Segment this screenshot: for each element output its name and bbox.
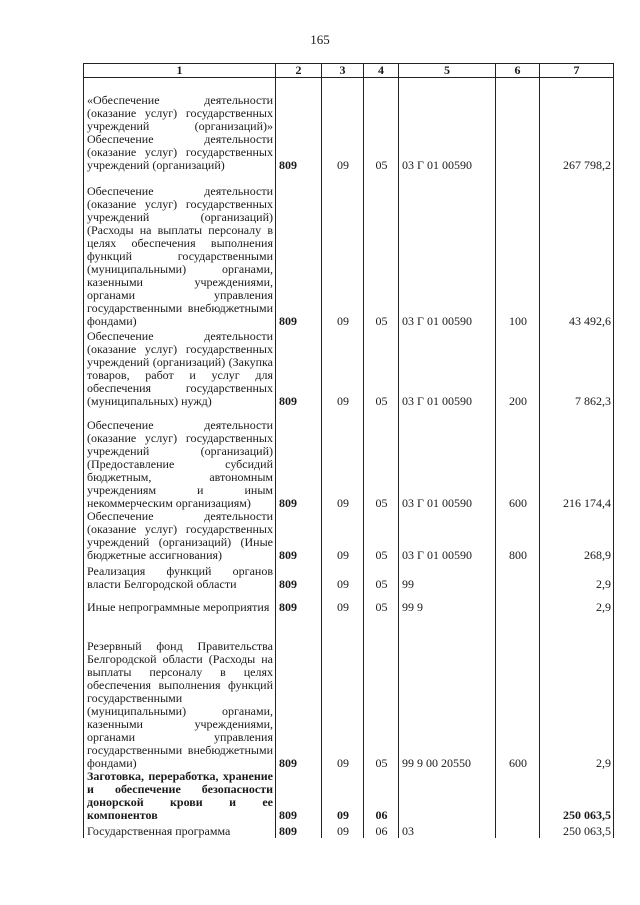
row-name: Иные непрограммные мероприятия [84, 591, 276, 614]
table-row [84, 78, 614, 172]
row-name: Реализация функций органов власти Белгородской области [84, 562, 276, 591]
row-subsection-code: 05 [364, 172, 399, 328]
table-row [84, 770, 614, 822]
table-body [84, 78, 614, 838]
row-amount: 250 063,5 [540, 822, 614, 838]
table-row [84, 408, 614, 510]
table-row [84, 591, 614, 614]
row-target-article: 03 Г 01 00590 [399, 408, 496, 510]
row-section-code: 09 [322, 562, 364, 591]
row-name: Государственная программа [84, 822, 276, 838]
row-amount: 2,9 [540, 562, 614, 591]
header-col-6: 6 [496, 64, 540, 78]
row-expense-type [496, 770, 540, 822]
row-ministry-code: 809 [276, 822, 322, 838]
row-expense-type: 200 [496, 328, 540, 408]
row-ministry-code: 809 [276, 172, 322, 328]
row-amount: 43 492,6 [540, 172, 614, 328]
row-section-code: 09 [322, 78, 364, 172]
row-section-code: 09 [322, 328, 364, 408]
row-section-code: 09 [322, 770, 364, 822]
row-name: Обеспечение деятельности (оказание услуг) государственных учреждений (организаций) (Закупка товаров, работ и услуг для обеспечения государственных (муниципальных) нужд) [84, 328, 276, 408]
table-row [84, 614, 614, 770]
header-col-2: 2 [276, 64, 322, 78]
header-col-4: 4 [364, 64, 399, 78]
header-col-3: 3 [322, 64, 364, 78]
row-subsection-code: 05 [364, 614, 399, 770]
row-subsection-code: 05 [364, 562, 399, 591]
row-expense-type: 600 [496, 408, 540, 510]
row-subsection-code: 05 [364, 328, 399, 408]
row-amount: 2,9 [540, 591, 614, 614]
table-header-row [84, 64, 614, 78]
row-section-code: 09 [322, 172, 364, 328]
row-ministry-code: 809 [276, 510, 322, 562]
row-name: Обеспечение деятельности (оказание услуг) государственных учреждений (организаций) (Иные бюджетные ассигнования) [84, 510, 276, 562]
table-row [84, 172, 614, 328]
row-subsection-code: 06 [364, 770, 399, 822]
table-row [84, 562, 614, 591]
header-col-5: 5 [399, 64, 496, 78]
row-subsection-code: 05 [364, 591, 399, 614]
table-row [84, 510, 614, 562]
row-amount: 2,9 [540, 614, 614, 770]
row-section-code: 09 [322, 408, 364, 510]
row-section-code: 09 [322, 510, 364, 562]
row-expense-type [496, 562, 540, 591]
row-target-article: 99 [399, 562, 496, 591]
row-target-article [399, 770, 496, 822]
row-amount: 216 174,4 [540, 408, 614, 510]
row-target-article: 03 Г 01 00590 [399, 328, 496, 408]
row-section-code: 09 [322, 822, 364, 838]
row-ministry-code: 809 [276, 614, 322, 770]
row-ministry-code: 809 [276, 408, 322, 510]
budget-table [83, 63, 614, 838]
row-expense-type: 600 [496, 614, 540, 770]
row-subsection-code: 05 [364, 510, 399, 562]
header-col-7: 7 [540, 64, 614, 78]
page-number: 165 [310, 32, 330, 47]
header-col-1: 1 [84, 64, 276, 78]
row-name: Резервный фонд Правительства Белгородской области (Расходы на выплаты персоналу в целях обеспечения выполнения функций государственными (муниципальными) органами, казенными учреждениями, органами управления государственными внебюджетными фондами) [84, 614, 276, 770]
row-target-article: 03 Г 01 00590 [399, 172, 496, 328]
row-target-article: 03 [399, 822, 496, 838]
row-amount: 250 063,5 [540, 770, 614, 822]
row-target-article: 99 9 00 20550 [399, 614, 496, 770]
row-expense-type [496, 822, 540, 838]
row-section-code: 09 [322, 614, 364, 770]
row-amount: 7 862,3 [540, 328, 614, 408]
row-section-code: 09 [322, 591, 364, 614]
row-ministry-code: 809 [276, 562, 322, 591]
row-ministry-code: 809 [276, 78, 322, 172]
row-amount: 268,9 [540, 510, 614, 562]
row-target-article: 03 Г 01 00590 [399, 78, 496, 172]
row-target-article: 03 Г 01 00590 [399, 510, 496, 562]
row-subsection-code: 05 [364, 408, 399, 510]
row-amount: 267 798,2 [540, 78, 614, 172]
row-expense-type: 800 [496, 510, 540, 562]
row-expense-type: 100 [496, 172, 540, 328]
row-name: Заготовка, переработка, хранение и обеспечение безопасности донорской крови и ее компонентов [84, 770, 276, 822]
table-row [84, 328, 614, 408]
table-row [84, 822, 614, 838]
row-name: «Обеспечение деятельности (оказание услуг) государственных учреждений (организаций)» Обеспечение деятельности (оказание услуг) государственных учреждений (организаций) [84, 78, 276, 172]
row-target-article: 99 9 [399, 591, 496, 614]
row-ministry-code: 809 [276, 328, 322, 408]
row-subsection-code: 05 [364, 78, 399, 172]
row-subsection-code: 06 [364, 822, 399, 838]
row-name: Обеспечение деятельности (оказание услуг) государственных учреждений (организаций) (Расходы на выплаты персоналу в целях обеспечения выполнения функций государственными (муниципальными) органами, казенными учреждениями, органами управления государственными внебюджетными фондами) [84, 172, 276, 328]
row-ministry-code: 809 [276, 770, 322, 822]
row-name: Обеспечение деятельности (оказание услуг) государственных учреждений (организаций) (Предоставление субсидий бюджетным, автономным учреждениям и иным некоммерческим организациям) [84, 408, 276, 510]
row-ministry-code: 809 [276, 591, 322, 614]
row-expense-type [496, 591, 540, 614]
row-expense-type [496, 78, 540, 172]
